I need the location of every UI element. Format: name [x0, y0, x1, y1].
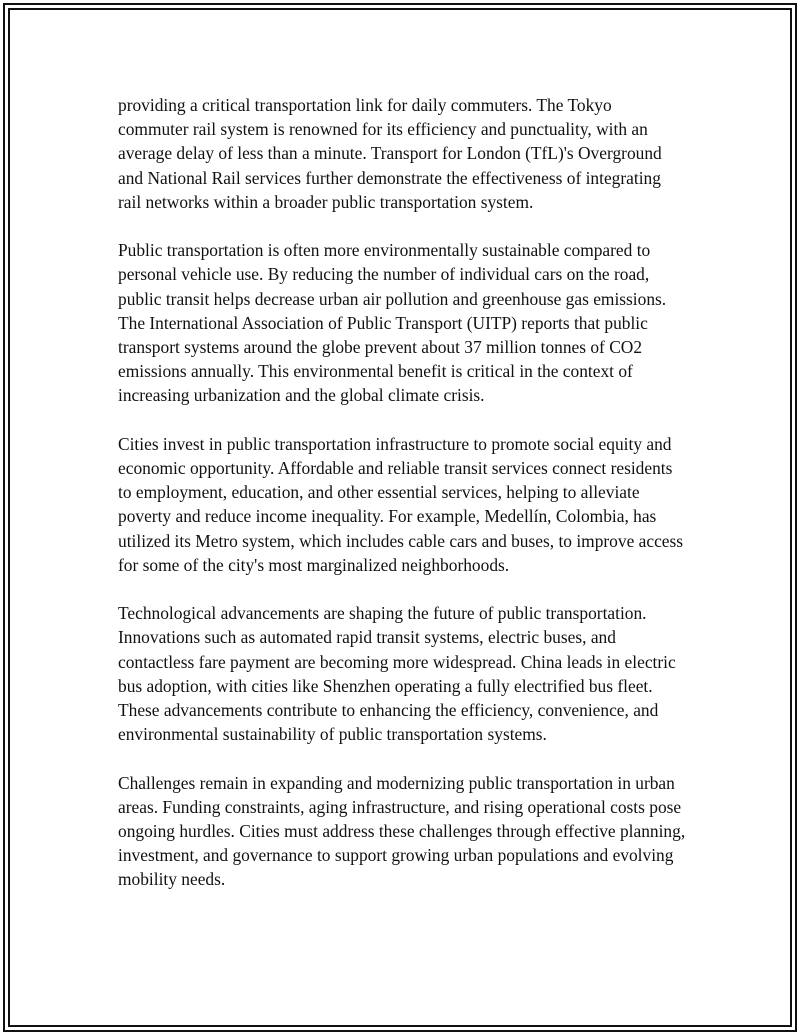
paragraph-technology: Technological advancements are shaping the future of public transportation. Innovations such as automated rapid transit systems, electric buses, and contactless fare payment are becoming more widespread. China leads in electric bus adoption, with cities like Shenzhen operating a fully electrified bus fleet. These advancements contribute to enhancing the efficiency, convenience, and environmental sustainability of public transportation systems.: [118, 603, 676, 745]
document-body: [118, 93, 686, 916]
paragraph-social-equity: Cities invest in public transportation infrastructure to promote social equity and economic opportunity. Affordable and reliable transit services connect residents to employment, education, and other essential services, helping to alleviate poverty and reduce income inequality. For example, Medellín, Colombia, has utilized its Metro system, which includes cable cars and buses, to improve access for some of the city's most marginalized neighborhoods.: [118, 433, 684, 575]
paragraph-challenges: Challenges remain in expanding and modernizing public transportation in urban areas. Funding constraints, aging infrastructure, and rising operational costs pose ongoing hurdles. Cities must address these challenges through effective planning, investment, and governance to support growing urban populations and evolving mobility needs.: [118, 772, 686, 890]
paragraph-rail-commuting: providing a critical transportation link for daily commuters. The Tokyo commuter rail system is renowned for its efficiency and punctuality, with an average delay of less than a minute. Transport for London (TfL)'s Overground and National Rail services further demonstrate the effectiveness of integrating rail networks within a broader public transportation system.: [118, 95, 662, 212]
paragraph-environment: Public transportation is often more environmentally sustainable compared to personal vehicle use. By reducing the number of individual cars on the road, public transit helps decrease urban air pollution and greenhouse gas emissions. The International Association of Public Transport (UITP) reports that public transport systems around the globe prevent about 37 million tonnes of CO2 emissions annually. This environmental benefit is critical in the context of increasing urbanization and the global climate crisis.: [118, 240, 667, 406]
